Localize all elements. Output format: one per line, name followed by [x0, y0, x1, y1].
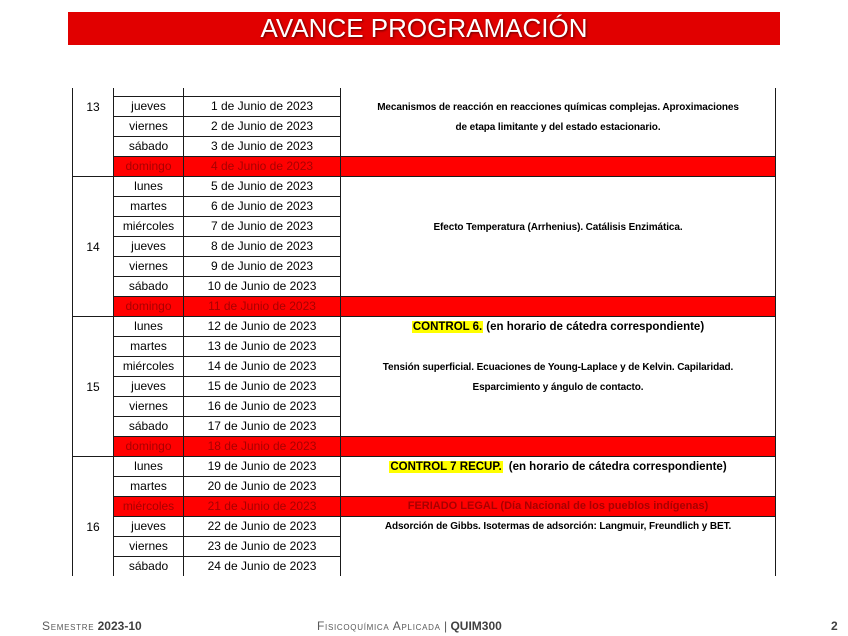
topic-cell-week-16-control [341, 457, 776, 497]
day-cell: viernes [114, 397, 184, 417]
date-cell: 19 de Junio de 2023 [184, 457, 341, 477]
day-cell: lunes [114, 177, 184, 197]
date-cell: 4 de Junio de 2023 [184, 157, 341, 177]
content-cell [341, 157, 776, 177]
date-cell: 9 de Junio de 2023 [184, 257, 341, 277]
date-cell: 3 de Junio de 2023 [184, 137, 341, 157]
topic-line: Efecto Temperatura (Arrhenius). Catálisis Enzimática. [433, 222, 683, 233]
schedule-row [114, 217, 341, 237]
holiday-notice: FERIADO LEGAL (Día Nacional de los pueblos indígenas) [341, 497, 776, 517]
date-cell: 18 de Junio de 2023 [184, 437, 341, 457]
footer-course [317, 619, 502, 633]
date-cell: 24 de Junio de 2023 [184, 557, 341, 576]
day-cell: sábado [114, 557, 184, 576]
footer-separator: | [444, 619, 448, 633]
date-cell: 5 de Junio de 2023 [184, 177, 341, 197]
schedule-row [114, 337, 341, 357]
date-cell: 6 de Junio de 2023 [184, 197, 341, 217]
schedule-row-holiday [114, 297, 776, 317]
date-cell: 13 de Junio de 2023 [184, 337, 341, 357]
day-cell: domingo [114, 297, 184, 317]
date-cell [184, 88, 341, 97]
slide-title: AVANCE PROGRAMACIÓN [260, 13, 588, 43]
topic-cell-week-14 [341, 177, 776, 297]
day-cell: viernes [114, 537, 184, 557]
control-label: CONTROL 6. [412, 321, 483, 333]
day-cell: miércoles [114, 217, 184, 237]
topic-cell-week-15 [341, 317, 776, 437]
day-cell: sábado [114, 417, 184, 437]
schedule-row [114, 137, 341, 157]
day-cell: jueves [114, 517, 184, 537]
day-cell: sábado [114, 137, 184, 157]
schedule-row [114, 537, 341, 557]
day-cell: sábado [114, 277, 184, 297]
day-cell: domingo [114, 437, 184, 457]
week-number-cell: 13 [72, 88, 114, 177]
day-cell: lunes [114, 317, 184, 337]
control-note: (en horario de cátedra correspondiente) [486, 321, 705, 333]
schedule-row [114, 377, 341, 397]
topic-cell-week-16 [341, 517, 776, 576]
title-bar [68, 12, 780, 45]
day-cell: jueves [114, 237, 184, 257]
date-cell: 22 de Junio de 2023 [184, 517, 341, 537]
date-cell: 14 de Junio de 2023 [184, 357, 341, 377]
schedule-row [114, 277, 341, 297]
schedule-row [114, 397, 341, 417]
topic-line: Mecanismos de reacción en reacciones químicas complejas. Aproximaciones [377, 102, 739, 113]
schedule-row [114, 237, 341, 257]
day-cell: miércoles [114, 497, 184, 517]
schedule-row-holiday [114, 437, 776, 457]
day-cell: viernes [114, 257, 184, 277]
control-note: (en horario de cátedra correspondiente) [508, 461, 727, 473]
schedule-row [114, 517, 341, 537]
date-cell: 20 de Junio de 2023 [184, 477, 341, 497]
course-code: QUIM300 [450, 619, 502, 633]
content-cell [341, 437, 776, 457]
schedule-row [114, 197, 341, 217]
date-cell: 1 de Junio de 2023 [184, 97, 341, 117]
day-cell: domingo [114, 157, 184, 177]
day-cell: martes [114, 197, 184, 217]
topic-line: Esparcimiento y ángulo de contacto. [472, 382, 644, 393]
page-number: 2 [831, 619, 838, 633]
schedule-row [114, 177, 341, 197]
control-label: CONTROL 7 RECUP. [390, 461, 502, 473]
day-cell [114, 88, 184, 97]
footer-semester [42, 619, 142, 633]
date-cell: 15 de Junio de 2023 [184, 377, 341, 397]
topic-line: de etapa limitante y del estado estacionario. [455, 122, 661, 133]
schedule-row [114, 117, 341, 137]
date-cell: 21 de Junio de 2023 [184, 497, 341, 517]
date-cell: 16 de Junio de 2023 [184, 397, 341, 417]
week-number-cell: 14 [72, 177, 114, 317]
day-cell: viernes [114, 117, 184, 137]
date-cell: 8 de Junio de 2023 [184, 237, 341, 257]
schedule-row [114, 457, 341, 477]
date-cell: 11 de Junio de 2023 [184, 297, 341, 317]
control-announcement [341, 457, 775, 477]
day-cell: martes [114, 337, 184, 357]
date-cell: 12 de Junio de 2023 [184, 317, 341, 337]
schedule-table [72, 88, 776, 576]
topic-cell-week-13 [341, 88, 776, 157]
content-cell [341, 297, 776, 317]
schedule-row-partial [114, 88, 341, 97]
date-cell: 17 de Junio de 2023 [184, 417, 341, 437]
day-cell: jueves [114, 377, 184, 397]
date-cell: 2 de Junio de 2023 [184, 117, 341, 137]
day-cell: martes [114, 477, 184, 497]
week-number-cell: 16 [72, 457, 114, 576]
day-cell: lunes [114, 457, 184, 477]
schedule-row [114, 477, 341, 497]
topic-line: Tensión superficial. Ecuaciones de Young-Laplace y de Kelvin. Capilaridad. [382, 362, 734, 373]
schedule-row-holiday [114, 497, 776, 517]
schedule-row [114, 97, 341, 117]
course-name: Fisicoquímica Aplicada [317, 619, 441, 633]
date-cell: 7 de Junio de 2023 [184, 217, 341, 237]
topic-line: Adsorción de Gibbs. Isotermas de adsorción: Langmuir, Freundlich y BET. [384, 521, 732, 532]
schedule-row-holiday [114, 157, 776, 177]
schedule-row [114, 317, 341, 337]
semester-value: 2023-10 [97, 619, 142, 633]
control-announcement [341, 317, 775, 337]
semester-label: Semestre [42, 619, 95, 633]
date-cell: 10 de Junio de 2023 [184, 277, 341, 297]
week-number-cell: 15 [72, 317, 114, 457]
schedule-row [114, 557, 341, 576]
day-cell: jueves [114, 97, 184, 117]
schedule-row [114, 257, 341, 277]
date-cell: 23 de Junio de 2023 [184, 537, 341, 557]
day-cell: miércoles [114, 357, 184, 377]
schedule-row [114, 357, 341, 377]
schedule-row [114, 417, 341, 437]
